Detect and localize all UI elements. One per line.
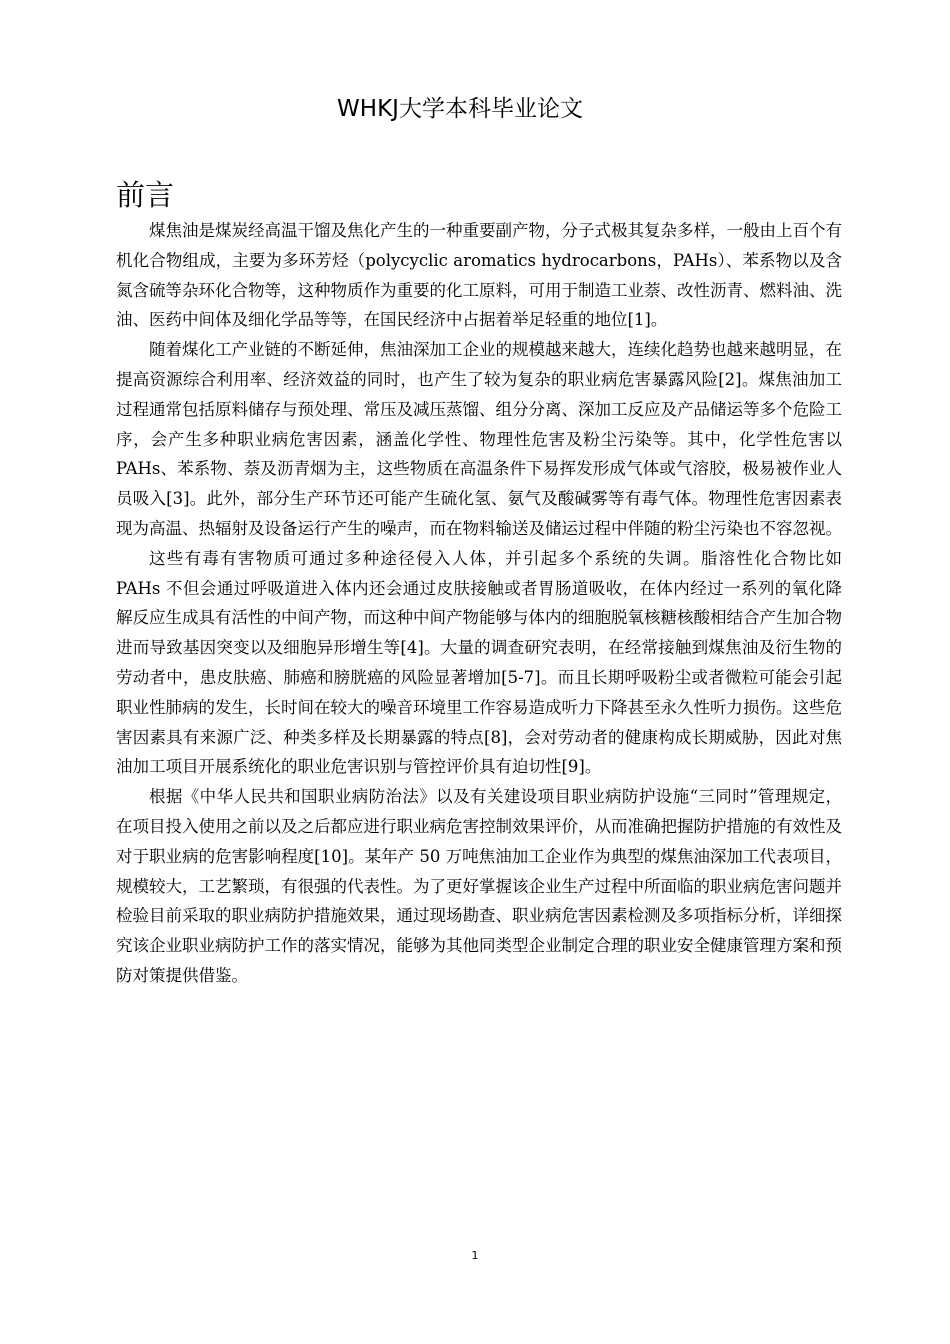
paragraph-1: 煤焦油是煤炭经高温干馏及焦化产生的一种重要副产物，分子式极其复杂多样，一般由上百个有机化合物组成，主要为多环芳烃（polycyclic aromatics hydrocarbons，PAHs）、苯系物以及含氮含硫等杂环化合物等，这种物质作为重要的化工原料，可用于制造工业萘、改性沥青、燃料油、洗油、医药中间体及细化学品等等，在国民经济中占据着举足轻重的地位[1]。	[116, 221, 842, 330]
running-header-title: WHKJ大学本科毕业论文	[337, 96, 583, 122]
paragraph-2: 随着煤化工产业链的不断延伸，焦油深加工企业的规模越来越大，连续化趋势也越来越明显，在提高资源综合利用率、经济效益的同时，也产生了较为复杂的职业病危害暴露风险[2]。煤焦油加工过程通常包括原料储存与预处理、常压及减压蒸馏、组分分离、深加工反应及产品储运等多个危险工序，会产生多种职业病危害因素，涵盖化学性、物理性危害及粉尘污染等。其中，化学性危害以 PAHs、苯系物、萘及沥青烟为主，这些物质在高温条件下易挥发形成气体或气溶胶，极易被作业人员吸入[3]。此外，部分生产环节还可能产生硫化氢、氨气及酸碱雾等有毒气体。物理性危害因素表现为高温、热辐射及设备运行产生的噪声，而在物料输送及储运过程中伴随的粉尘污染也不容忽视。	[116, 340, 842, 538]
paragraph-4: 根据《中华人民共和国职业病防治法》以及有关建设项目职业病防护设施“三同时”管理规定，在项目投入使用之前以及之后都应进行职业病危害控制效果评价，从而准确把握防护措施的有效性及对于职业病的危害影响程度[10]。某年产 50 万吨焦油加工企业作为典型的煤焦油深加工代表项目，规模较大，工艺繁琐，有很强的代表性。为了更好掌握该企业生产过程中所面临的职业病危害问题并检验目前采取的职业病防护措施效果，通过现场勘查、职业病危害因素检测及多项指标分析，详细探究该企业职业病防护工作的落实情况，能够为其他同类型企业制定合理的职业安全健康管理方案和预防对策提供借鉴。	[116, 787, 842, 985]
body-text	[116, 216, 842, 991]
paragraph-3: 这些有毒有害物质可通过多种途径侵入人体，并引起多个系统的失调。脂溶性化合物比如 PAHs 不但会通过呼吸道进入体内还会通过皮肤接触或者胃肠道吸收，在体内经过一系列的氧化降解反应生成具有活性的中间产物，而这种中间产物能够与体内的细胞脱氧核糖核酸相结合产生加合物进而导致基因突变以及细胞异形增生等[4]。大量的调查研究表明，在经常接触到煤焦油及衍生物的劳动者中，患皮肤癌、肺癌和膀胱癌的风险显著增加[5-7]。而且长期呼吸粉尘或者微粒可能会引起职业性肺病的发生，长时间在较大的噪音环境里工作容易造成听力下降甚至永久性听力损伤。这些危害因素具有来源广泛、种类多样及长期暴露的特点[8]，会对劳动者的健康构成长期威胁，因此对焦油加工项目开展系统化的职业危害识别与管控评价具有迫切性[9]。	[116, 548, 842, 777]
page-number: 1	[471, 1249, 479, 1262]
section-heading: 前言	[116, 178, 175, 212]
